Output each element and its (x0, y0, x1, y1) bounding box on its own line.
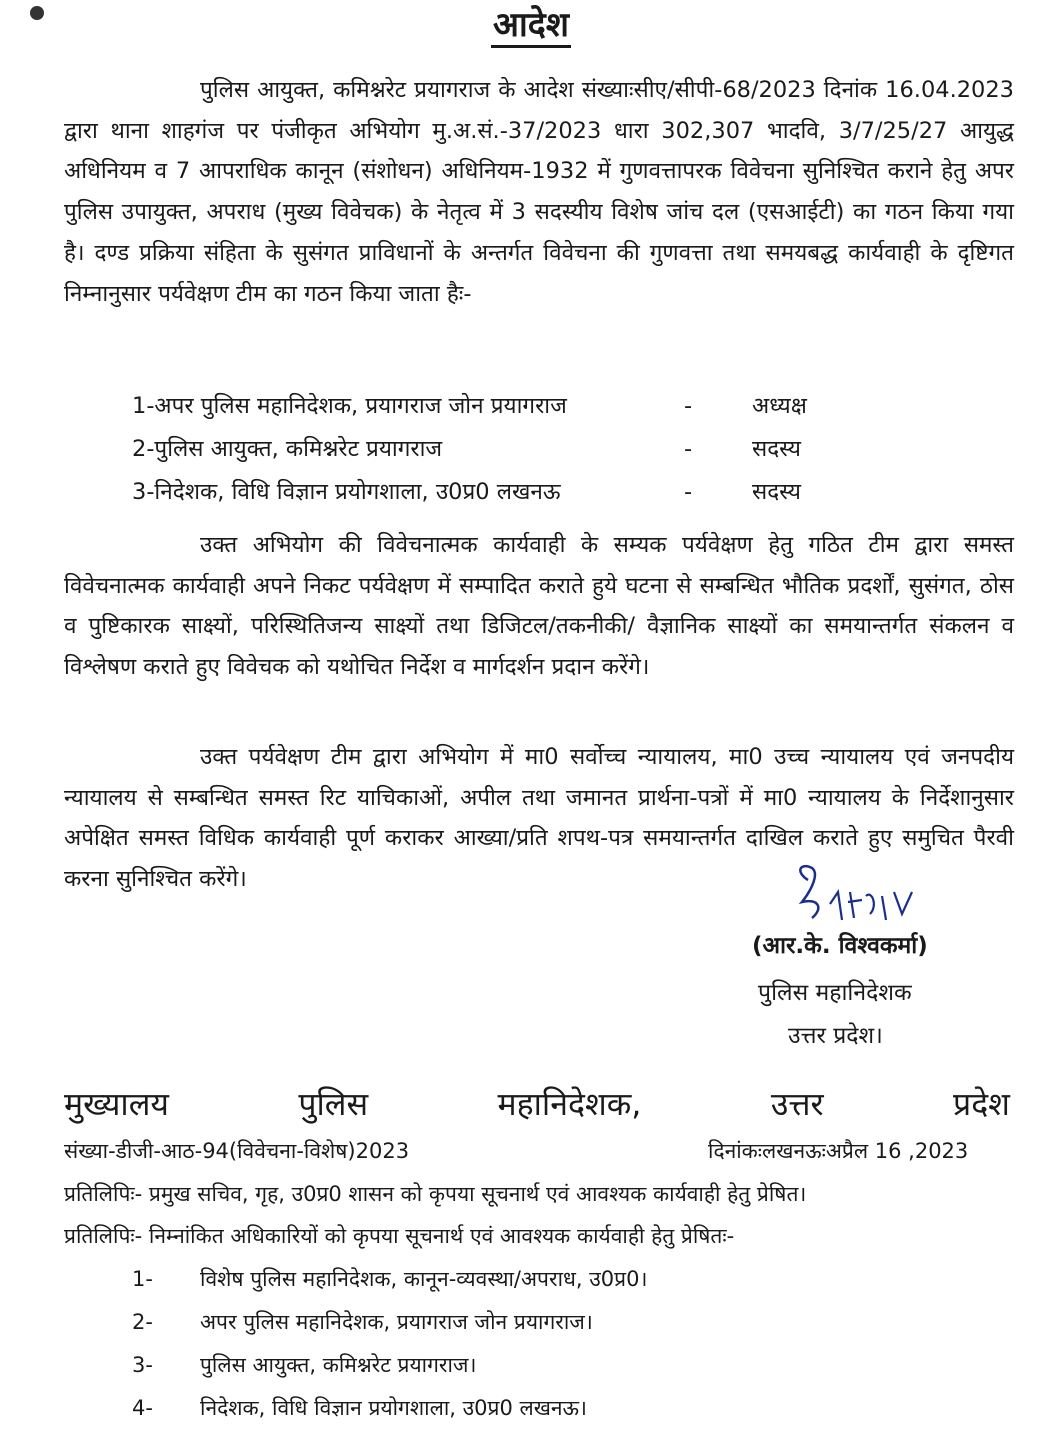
recipient-item: 1- विशेष पुलिस महानिदेशक, कानून-व्यवस्था/अपराध, उ0प्र0। (132, 1267, 648, 1291)
signatory-state: उत्तर प्रदेश। (788, 1023, 883, 1049)
supervision-team-list (132, 385, 832, 514)
team-member: 2-पुलिस आयुक्त, कमिश्नरेट प्रयागराज - सदस्य (132, 436, 801, 462)
copy-to-line-2: प्रतिलिपिः- निम्नांकित अधिकारियों को कृपया सूचनार्थ एवं आवश्यक कार्यवाही हेतु प्रेषितः- (64, 1224, 735, 1248)
recipient-item: 2- अपर पुलिस महानिदेशक, प्रयागराज जोन प्रयागराज। (132, 1310, 593, 1334)
recipient-item: 3- पुलिस आयुक्त, कमिश्नरेट प्रयागराज। (132, 1353, 477, 1377)
order-paragraph-2: उक्त अभियोग की विवेचनात्मक कार्यवाही के सम्यक पर्यवेक्षण हेतु गठित टीम द्वारा समस्त विवेचनात्मक कार्यवाही अपने निकट पर्यवेक्षण में सम्पादित कराते हुये घटना से सम्बन्धित भौतिक प्रदर्शों, सुसंगत, ठोस व पुष्टिकारक साक्ष्यों, परिस्थितिजन्य साक्ष्यों तथा डिजिटल/तकनीकी/ वैज्ञानिक साक्ष्यों का समयान्तर्गत संकलन व विश्लेषण कराते हुए विवेचक को यथोचित निर्देश व मार्गदर्शन प्रदान करेंगे। (64, 532, 1014, 681)
reference-number: संख्या-डीजी-आठ-94(विवेचना-विशेष)2023 (64, 1139, 410, 1163)
order-paragraph-3: उक्त पर्यवेक्षण टीम द्वारा अभियोग में मा0 सर्वोच्च न्यायालय, मा0 उच्च न्यायालय एवं जनपदीय न्यायालय से सम्बन्धित समस्त रिट याचिकाओं, अपील तथा जमानत प्रार्थना-पत्रों में मा0 न्यायालय के निर्देशानुसार अपेक्षित समस्त विधिक कार्यवाही पूर्ण कराकर आख्या/प्रति शपथ-पत्र समयान्तर्गत दाखिल कराते हुए समुचित पैरवी करना सुनिश्चित करेंगे। (64, 744, 1014, 893)
team-member: 1-अपर पुलिस महानिदेशक, प्रयागराज जोन प्रयागराज - अध्यक्ष (132, 393, 807, 419)
issue-date: दिनांकःलखनऊःअप्रैल 16 ,2023 (708, 1139, 969, 1163)
signatory-name: (आर.के. विश्वकर्मा) (752, 933, 928, 959)
order-paragraph-1: पुलिस आयुक्त, कमिश्नरेट प्रयागराज के आदेश संख्याःसीए/सीपी-68/2023 दिनांक 16.04.2023 द्वारा थाना शाहगंज पर पंजीकृत अभियोग मु.अ.सं.-37/2023 धारा 302,307 भादवि, 3/7/25/27 आयुद्ध अधिनियम व 7 आपराधिक कानून (संशोधन) अधिनियम-1932 में गुणवत्तापरक विवेचना सुनिश्चित कराने हेतु अपर पुलिस उपायुक्त, अपराध (मुख्य विवेचक) के नेतृत्व में 3 सदस्यीय विशेष जांच दल (एसआईटी) का गठन किया गया है। दण्ड प्रक्रिया संहिता के सुसंगत प्राविधानों के अन्तर्गत विवेचना की गुणवत्ता तथा समयबद्ध कार्यवाही के दृष्टिगत निम्नानुसार पर्यवेक्षण टीम का गठन किया जाता हैः- (64, 77, 1014, 307)
handwritten-signature (790, 862, 930, 934)
signatory-designation: पुलिस महानिदेशक (758, 980, 912, 1006)
headquarters-heading: मुख्यालय पुलिस महानिदेशक, उत्तर प्रदेश (64, 1085, 1010, 1123)
team-member: 3-निदेशक, विधि विज्ञान प्रयोगशाला, उ0प्र0 लखनऊ - सदस्य (132, 479, 801, 505)
recipient-item: 4- निदेशक, विधि विज्ञान प्रयोगशाला, उ0प्र0 लखनऊ। (132, 1396, 587, 1420)
document-title: आदेश (0, 0, 1062, 46)
recipient-list (132, 1258, 932, 1430)
copy-to-line-1: प्रतिलिपिः- प्रमुख सचिव, गृह, उ0प्र0 शासन को कृपया सूचनार्थ एवं आवश्यक कार्यवाही हेतु प्रेषित। (64, 1182, 807, 1206)
